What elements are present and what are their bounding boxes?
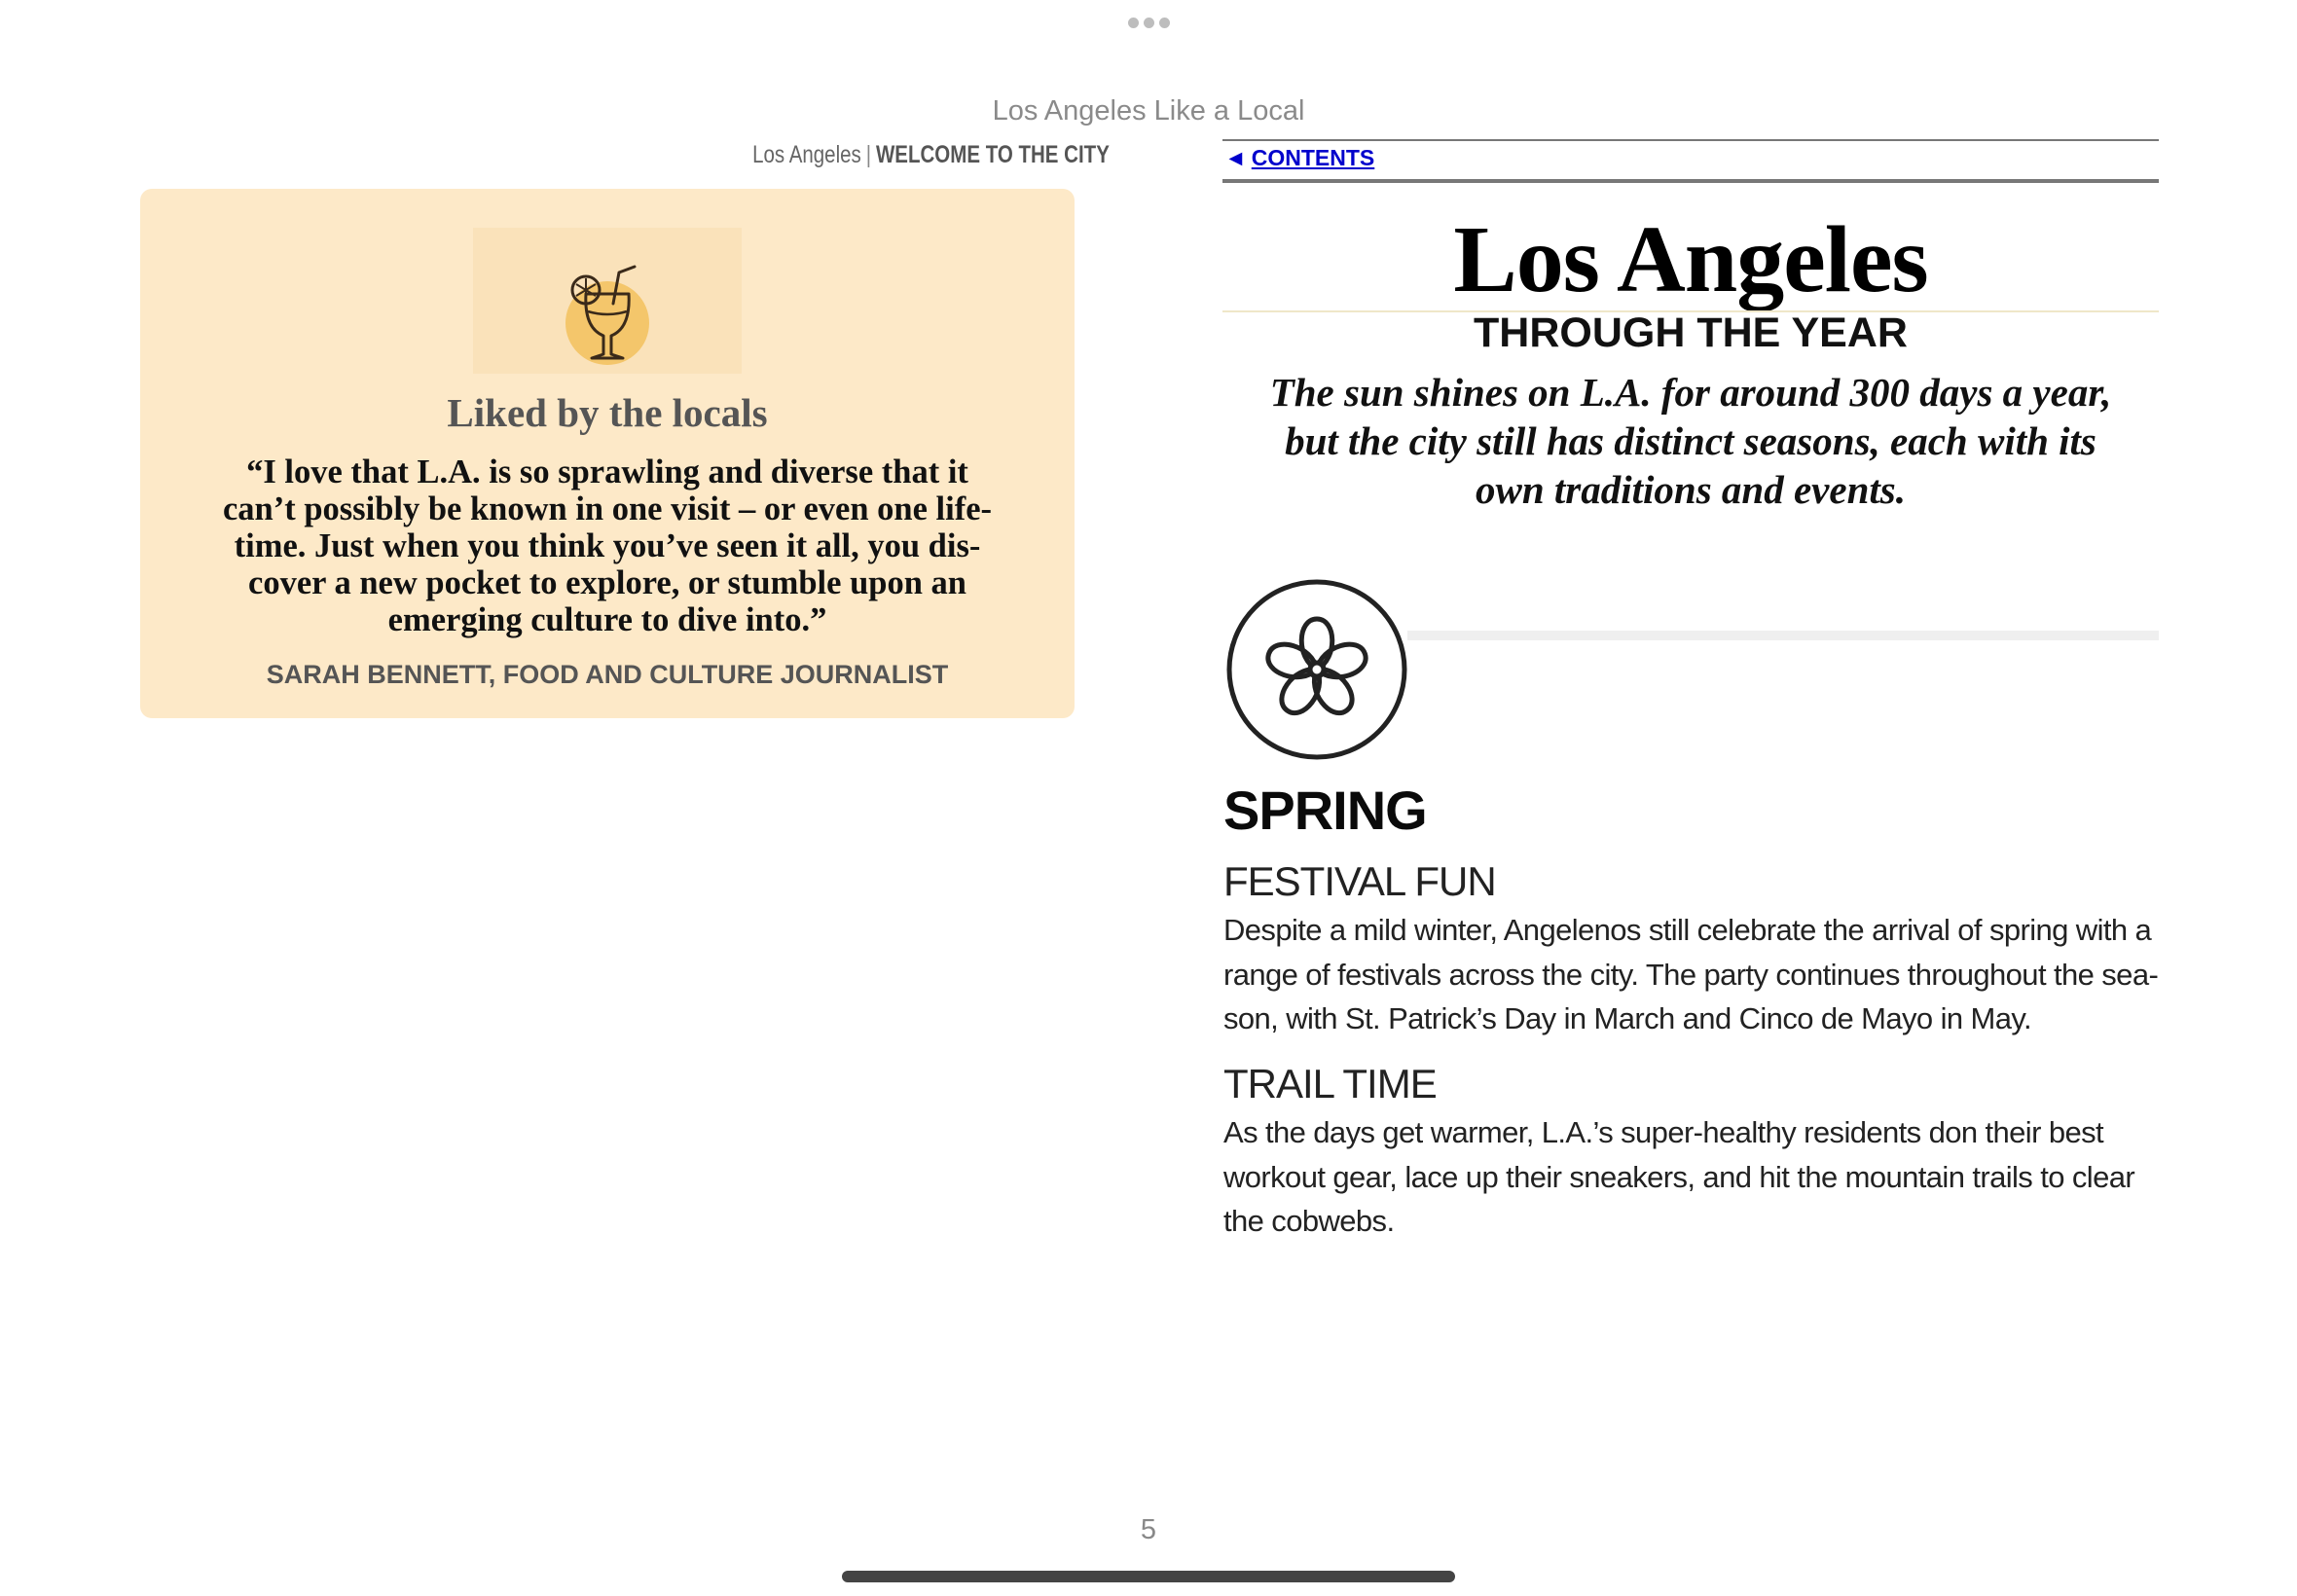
quote-line: cover a new pocket to explore, or stumble upon an xyxy=(248,564,966,601)
quote-line: emerging culture to dive into.” xyxy=(387,601,827,638)
page-number: 5 xyxy=(1140,1514,1157,1545)
running-head-separator: | xyxy=(865,141,872,168)
body-line: the cobwebs. xyxy=(1223,1204,1395,1238)
body-line: As the days get warmer, L.A.’s super-healthy residents don their best xyxy=(1223,1115,2104,1149)
home-indicator[interactable] xyxy=(842,1571,1455,1582)
section-heading: FESTIVAL FUN xyxy=(1223,858,1496,904)
intro-text xyxy=(1228,368,2153,514)
card-heading: Liked by the locals xyxy=(447,390,768,435)
intro-line: The sun shines on L.A. for around 300 days a year, xyxy=(1269,370,2112,415)
running-head-section: WELCOME TO THE CITY xyxy=(875,141,1110,168)
body-line: workout gear, lace up their sneakers, and hit the mountain trails to clear xyxy=(1223,1159,2135,1194)
page-subtitle: THROUGH THE YEAR xyxy=(1474,309,1908,356)
dot xyxy=(1159,18,1170,28)
flower-icon xyxy=(1224,577,1409,762)
window-menu-dots[interactable] xyxy=(1126,16,1171,29)
intro-line: but the city still has distinct seasons, each with its xyxy=(1285,418,2096,463)
header-rule-top xyxy=(1222,139,2159,141)
liked-by-locals-card xyxy=(140,189,1075,718)
section-body xyxy=(1223,908,2160,1041)
running-head-place: Los Angeles xyxy=(752,141,861,168)
quote-line: “I love that L.A. is so sprawling and diverse that it xyxy=(246,453,968,490)
body-line: range of festivals across the city. The party continues throughout the sea- xyxy=(1223,957,2159,992)
header-rule-bottom xyxy=(1222,179,2159,183)
body-line: Despite a mild winter, Angelenos still celebrate the arrival of spring with a xyxy=(1223,913,2152,947)
cocktail-icon xyxy=(549,236,666,372)
section-body xyxy=(1223,1110,2160,1244)
dot xyxy=(1128,18,1139,28)
running-head xyxy=(752,141,1110,169)
contents-link[interactable] xyxy=(1224,145,1374,171)
contents-link-label: CONTENTS xyxy=(1251,145,1375,170)
body-line: son, with St. Patrick’s Day in March and Cinco de Mayo in May. xyxy=(1223,1001,2031,1035)
season-heading: SPRING xyxy=(1223,780,1427,841)
card-quote xyxy=(169,453,1045,638)
season-rule xyxy=(1407,631,2159,640)
card-attribution: SARAH BENNETT, FOOD AND CULTURE JOURNALIST xyxy=(266,660,949,689)
book-title: Los Angeles Like a Local xyxy=(992,95,1305,127)
quote-line: time. Just when you think you’ve seen it all, you dis- xyxy=(234,527,981,564)
quote-line: can’t possibly be known in one visit – or even one life- xyxy=(222,490,993,527)
page-title: Los Angeles xyxy=(1453,207,1928,312)
cocktail-icon-box xyxy=(473,228,742,374)
section-heading: TRAIL TIME xyxy=(1223,1061,1437,1106)
back-arrow-icon: ◄ xyxy=(1224,145,1247,170)
intro-line: own traditions and events. xyxy=(1476,467,1906,512)
dot xyxy=(1144,18,1154,28)
